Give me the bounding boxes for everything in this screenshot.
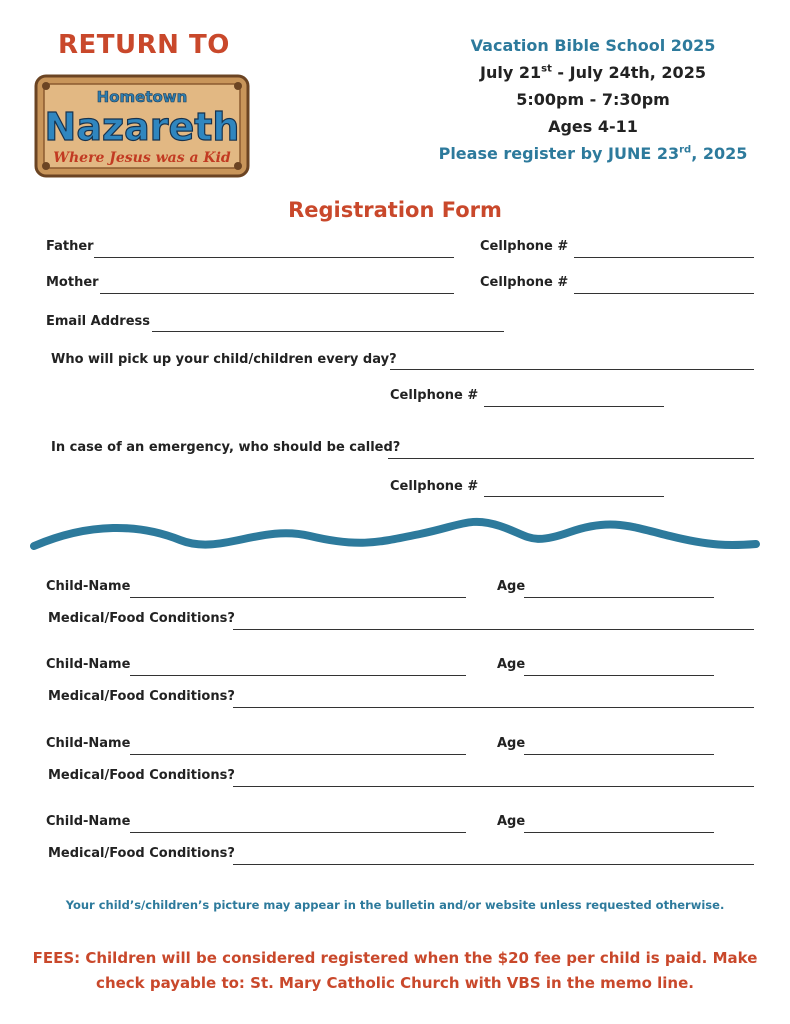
child1-name-field[interactable]	[130, 597, 466, 598]
child1-age-label: Age	[497, 579, 526, 594]
wave-divider	[30, 512, 760, 562]
photo-notice: Your child’s/children’s picture may appear in the bulletin and/or website unless requested otherwise.	[65, 898, 725, 912]
mother-field[interactable]	[100, 293, 454, 294]
form-title: Registration Form	[288, 198, 502, 222]
father-cellphone-label: Cellphone #	[480, 239, 569, 254]
child2-medical-field[interactable]	[233, 707, 754, 708]
mother-cellphone-label: Cellphone #	[480, 275, 569, 290]
child4-name-label: Child-Name	[46, 814, 131, 829]
child4-name-field[interactable]	[130, 832, 466, 833]
child4-medical-field[interactable]	[233, 864, 754, 865]
father-label: Father	[46, 239, 94, 254]
child1-medical-label: Medical/Food Conditions?	[48, 611, 235, 626]
child3-age-field[interactable]	[524, 754, 714, 755]
return-to-heading: RETURN TO	[58, 30, 230, 60]
hometown-nazareth-logo	[32, 66, 252, 184]
event-dates: July 21st - July 24th, 2025	[480, 63, 706, 82]
emergency-label: In case of an emergency, who should be called?	[51, 440, 401, 455]
child4-age-field[interactable]	[524, 832, 714, 833]
emergency-field[interactable]	[388, 458, 754, 459]
pickup-field[interactable]	[390, 369, 754, 370]
child3-name-label: Child-Name	[46, 736, 131, 751]
child1-age-field[interactable]	[524, 597, 714, 598]
child2-age-field[interactable]	[524, 675, 714, 676]
logo-tagline: Where Jesus was a Kid	[53, 150, 231, 166]
father-field[interactable]	[94, 257, 454, 258]
fees-notice: FEES: Children will be considered registered when the $20 fee per child is paid. Make check payable to: St. Mary Catholic Church with VBS in the memo line.	[32, 949, 758, 992]
emergency-cellphone-label: Cellphone #	[390, 479, 479, 494]
child3-medical-field[interactable]	[233, 786, 754, 787]
child4-age-label: Age	[497, 814, 526, 829]
event-time: 5:00pm - 7:30pm	[516, 90, 670, 109]
email-field[interactable]	[152, 331, 504, 332]
child2-name-field[interactable]	[130, 675, 466, 676]
register-deadline: Please register by JUNE 23rd, 2025	[438, 144, 748, 163]
child2-name-label: Child-Name	[46, 657, 131, 672]
child3-medical-label: Medical/Food Conditions?	[48, 768, 235, 783]
father-cellphone-field[interactable]	[574, 257, 754, 258]
child1-name-label: Child-Name	[46, 579, 131, 594]
child2-age-label: Age	[497, 657, 526, 672]
child3-age-label: Age	[497, 736, 526, 751]
logo-line2: Nazareth	[44, 105, 240, 149]
pickup-cellphone-field[interactable]	[484, 406, 664, 407]
pickup-label: Who will pick up your child/children every day?	[51, 352, 397, 367]
child1-medical-field[interactable]	[233, 629, 754, 630]
event-info	[428, 32, 758, 167]
pickup-cellphone-label: Cellphone #	[390, 388, 479, 403]
mother-cellphone-field[interactable]	[574, 293, 754, 294]
mother-label: Mother	[46, 275, 99, 290]
event-name: Vacation Bible School 2025	[470, 36, 716, 55]
child2-medical-label: Medical/Food Conditions?	[48, 689, 235, 704]
event-ages: Ages 4-11	[548, 117, 638, 136]
child3-name-field[interactable]	[130, 754, 466, 755]
email-label: Email Address	[46, 314, 151, 329]
logo-line1: Hometown	[96, 88, 188, 106]
emergency-cellphone-field[interactable]	[484, 496, 664, 497]
child4-medical-label: Medical/Food Conditions?	[48, 846, 235, 861]
